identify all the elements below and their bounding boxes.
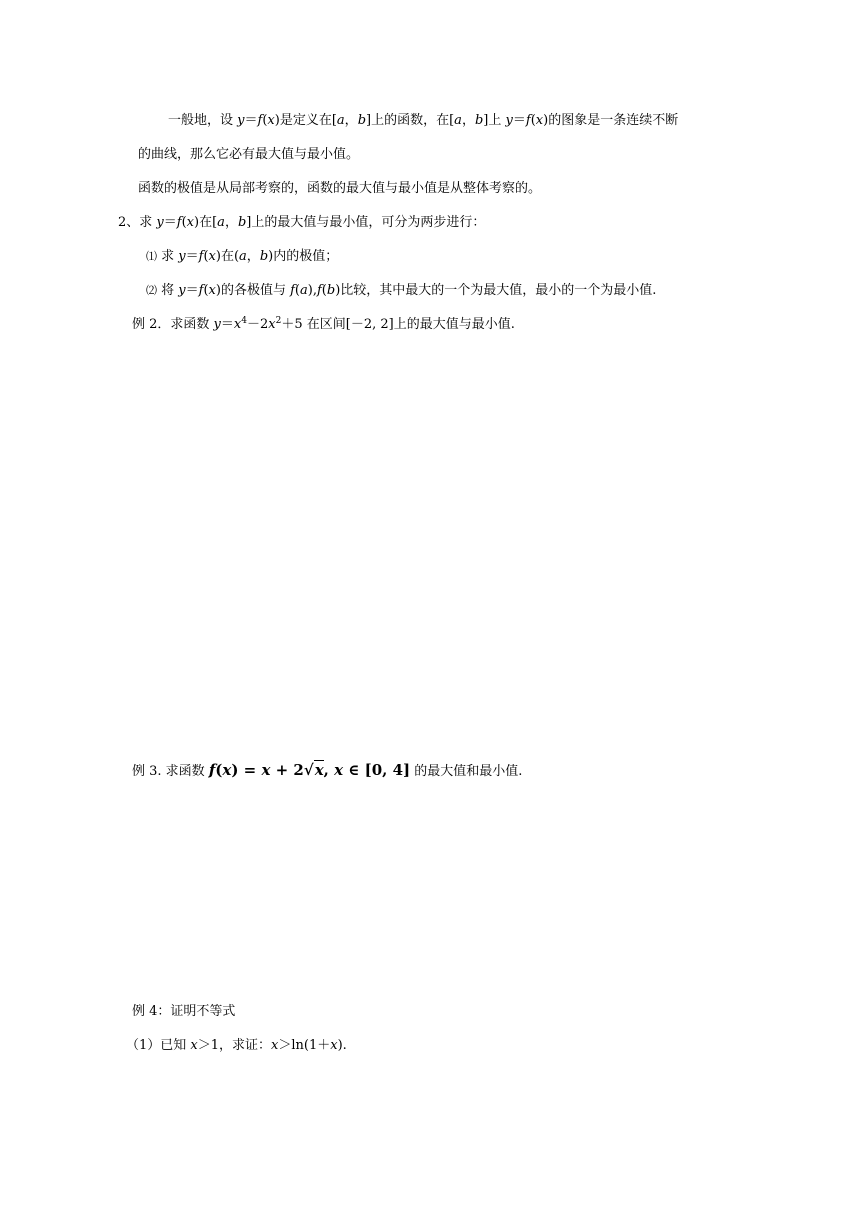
var-x: x	[268, 317, 276, 332]
formula-x: x	[314, 761, 324, 779]
var-y: y	[505, 113, 513, 128]
text: ＝	[163, 215, 177, 230]
var-b: b	[259, 249, 269, 264]
var-x: x	[271, 1038, 279, 1053]
var-a: a	[454, 113, 462, 128]
text: （1）已知	[126, 1038, 191, 1053]
text: ，	[224, 215, 238, 230]
example-4-part-1	[126, 1037, 347, 1055]
text: ＝	[244, 113, 258, 128]
var-f: f	[176, 215, 182, 230]
var-y: y	[237, 113, 245, 128]
var-x: x	[186, 215, 195, 230]
text: 将	[157, 283, 179, 298]
text: ，	[461, 113, 475, 128]
formula-equals: =	[238, 761, 262, 779]
text: 一般地，设	[168, 113, 238, 128]
var-f: f	[290, 283, 295, 298]
sqrt-radicand	[314, 758, 324, 784]
text: 比较，其中最大的一个为最大值，最小的一个为最小值.	[340, 283, 657, 298]
text: 的各极值与	[220, 283, 291, 298]
var-x: x	[535, 113, 544, 128]
sqrt-symbol: √	[303, 761, 314, 779]
paragraph-2: 函数的极值是从局部考察的，函数的最大值与最小值是从整体考察的。	[138, 181, 542, 196]
paragraph-1-line-2: 的曲线，那么它必有最大值与最小值。	[138, 147, 360, 162]
exponent: 2	[275, 316, 282, 326]
step-1: ⑴ 求 y＝f(x)在(a，b)内的极值；	[146, 249, 339, 264]
var-x: x	[267, 113, 275, 128]
var-b: b	[357, 113, 367, 128]
var-f: f	[257, 113, 263, 128]
var-y: y	[156, 215, 164, 230]
var-x: x	[190, 1038, 198, 1053]
var-x: x	[208, 249, 216, 264]
var-a: a	[299, 283, 308, 298]
var-x: x	[233, 317, 242, 332]
formula-f: f	[208, 761, 216, 779]
example-4-title: 例 4：证明不等式	[132, 1004, 236, 1019]
step-2: ⑵ 将 y＝f(x)的各极值与 f(a),f(b)比较，其中最大的一个为最大值，最小的一个为最小值.	[146, 283, 657, 298]
example-2	[132, 316, 515, 334]
formula-x: x	[334, 761, 344, 779]
var-f: f	[198, 249, 204, 264]
text: ]上的函数，在[	[366, 113, 455, 128]
var-b: b	[237, 215, 247, 230]
var-y: y	[178, 283, 186, 298]
var-f: f	[198, 283, 204, 298]
text: 在(	[220, 249, 240, 264]
text: ＝	[185, 249, 199, 264]
text: ＝	[185, 283, 199, 298]
text: 求	[157, 249, 179, 264]
var-y: y	[178, 249, 186, 264]
text: 在[	[199, 215, 218, 230]
text: ).	[337, 1038, 347, 1053]
text: ＞1，求证：	[197, 1038, 272, 1053]
formula-plus: + 2	[270, 761, 304, 779]
var-a: a	[336, 113, 345, 128]
text: 的最大值和最小值.	[414, 764, 523, 779]
step-number: ⑴	[146, 250, 157, 263]
var-x: x	[330, 1038, 338, 1053]
formula-x: x	[261, 761, 271, 779]
step-number: ⑵	[146, 284, 157, 297]
formula-in: ∈	[343, 761, 365, 779]
exponent: 4	[241, 316, 247, 326]
text: 是定义在[	[279, 113, 337, 128]
formula-x: x	[222, 761, 232, 779]
item-2: 2、求 y＝f(x)在[a，b]上的最大值与最小值，可分为两步进行：	[118, 215, 486, 230]
var-b: b	[474, 113, 484, 128]
paragraph-1-line-1: 一般地，设 y＝f(x)是定义在[a，b]上的函数，在[a，b]上 y＝f(x)的图象是一条连续不断	[168, 113, 679, 128]
text: 的图象是一条连续不断	[548, 113, 679, 128]
text: ]上的最大值与最小值，可分为两步进行：	[246, 215, 486, 230]
var-f: f	[316, 283, 322, 298]
text: ，	[246, 249, 260, 264]
text: 2、求	[118, 215, 157, 230]
var-a: a	[217, 215, 225, 230]
var-x: x	[208, 283, 216, 298]
text: )内的极值；	[268, 249, 339, 264]
var-b: b	[326, 283, 336, 298]
var-f: f	[525, 113, 531, 128]
var-y: y	[213, 317, 221, 332]
example-3	[132, 758, 522, 784]
text: ＝	[512, 113, 526, 128]
text: ，	[344, 113, 358, 128]
text: 例 2．求函数	[132, 317, 214, 332]
formula-sep: ,	[323, 761, 335, 779]
formula-interval: [0, 4]	[364, 761, 411, 779]
text: ＝	[220, 317, 234, 332]
text: ＞ln(1＋	[278, 1038, 331, 1053]
var-a: a	[239, 249, 247, 264]
text: 例 3. 求函数	[132, 764, 209, 779]
text: ＋5 在区间[－2, 2]上的最大值与最小值.	[281, 317, 515, 332]
text: ]上	[483, 113, 506, 128]
text: －2	[247, 317, 269, 332]
formula-paren: (	[215, 761, 223, 779]
formula-paren: )	[231, 761, 239, 779]
